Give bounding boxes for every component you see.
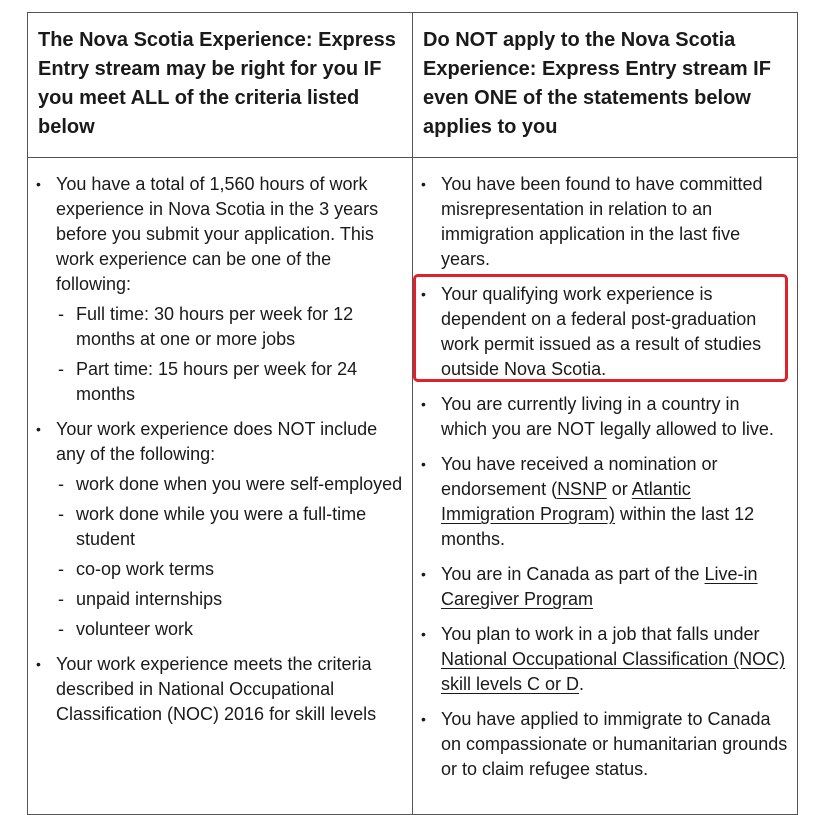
criteria-sub-item-text: Part time: 15 hours per week for 24 months (76, 359, 358, 404)
criteria-sub-item (56, 302, 404, 352)
exclusion-text-part: within the last 12 months. (441, 504, 755, 549)
criteria-item-text: You have a total of 1,560 hours of work experience in Nova Scotia in the 3 years before you submit your application. This work experience can be one of the following: (56, 174, 379, 294)
exclusion-text-part: You are in Canada as part of the (441, 564, 705, 584)
atlantic-immigration-program-link[interactable]: Atlantic Immigration Program) (441, 479, 691, 524)
criteria-sub-item (56, 472, 404, 497)
exclusion-text-part: or (606, 479, 632, 499)
criteria-sub-item-text: volunteer work (76, 619, 194, 639)
exclusion-statements-list (413, 158, 797, 782)
header-row (28, 13, 798, 158)
dash-icon: - (58, 359, 64, 379)
bullet-icon: • (36, 421, 41, 437)
exclusion-item (421, 707, 789, 782)
criteria-sub-item (56, 357, 404, 407)
criteria-sub-item-text: unpaid internships (76, 589, 223, 609)
dash-icon: - (58, 304, 64, 324)
criteria-sub-item (56, 557, 404, 582)
right-body-cell (413, 158, 798, 815)
dash-icon: - (58, 504, 64, 524)
criteria-sub-item-text: co-op work terms (76, 559, 215, 579)
eligibility-criteria-list (28, 158, 412, 727)
criteria-item-text: Your work experience does NOT include any of the following: (56, 419, 378, 464)
dash-icon: - (58, 619, 64, 639)
exclusion-item-text (441, 452, 789, 552)
criteria-sub-item (56, 617, 404, 642)
dash-icon: - (58, 474, 64, 494)
exclusion-text-part: You plan to work in a job that falls under (441, 624, 760, 644)
bullet-icon: • (421, 286, 426, 302)
left-body-cell (28, 158, 413, 815)
exclusion-item-text: You have applied to immigrate to Canada on compassionate or humanitarian grounds or to claim refugee status. (441, 709, 788, 779)
bullet-icon: • (36, 656, 41, 672)
criteria-item-text: Your work experience meets the criteria described in National Occupational Classification (NOC) 2016 for skill levels (56, 654, 377, 724)
exclusion-item-text (441, 622, 789, 697)
noc-skill-levels-link[interactable]: National Occupational Classification (NOC) skill levels C or D (441, 649, 786, 694)
criteria-sub-list (56, 472, 404, 642)
bullet-icon: • (421, 566, 426, 582)
exclusion-item (421, 172, 789, 272)
bullet-icon: • (421, 176, 426, 192)
right-header-text: Do NOT apply to the Nova Scotia Experience: Express Entry stream IF even ONE of the statements below applies to you (423, 29, 771, 138)
criteria-sub-item-text: Full time: 30 hours per week for 12 months at one or more jobs (76, 304, 354, 349)
bullet-icon: • (421, 711, 426, 727)
exclusion-item-highlighted (421, 282, 789, 382)
exclusion-item (421, 562, 789, 612)
nsnp-link[interactable]: NSNP (557, 479, 607, 499)
left-header-text: The Nova Scotia Experience: Express Entry stream may be right for you IF you meet ALL of the criteria listed below (38, 29, 396, 138)
left-header-cell (28, 13, 413, 158)
criteria-sub-item (56, 502, 404, 552)
bullet-icon: • (36, 176, 41, 192)
criteria-item (36, 417, 404, 642)
exclusion-item (421, 392, 789, 442)
exclusion-text-part: . (579, 674, 585, 694)
criteria-sub-item-text: work done when you were self-employed (76, 474, 403, 494)
criteria-table (27, 12, 798, 815)
exclusion-item-text: You are currently living in a country in which you are NOT legally allowed to live. (441, 394, 774, 439)
exclusion-item (421, 622, 789, 697)
criteria-sub-item (56, 587, 404, 612)
dash-icon: - (58, 589, 64, 609)
criteria-item (36, 652, 404, 727)
criteria-item (36, 172, 404, 407)
bullet-icon: • (421, 456, 426, 472)
exclusion-item-text: Your qualifying work experience is dependent on a federal post-graduation work permit issued as a result of studies outside Nova Scotia. (441, 284, 762, 379)
criteria-sub-list (56, 302, 404, 407)
exclusion-text-part: You have received a nomination or endorsement ( (441, 454, 718, 499)
exclusion-item (421, 452, 789, 552)
exclusion-item-text (441, 562, 789, 612)
exclusion-item-text: You have been found to have committed misrepresentation in relation to an immigration application in the last five years. (441, 174, 763, 269)
body-row (28, 158, 798, 815)
bullet-icon: • (421, 626, 426, 642)
live-in-caregiver-program-link[interactable]: Live-in Caregiver Program (441, 564, 758, 609)
dash-icon: - (58, 559, 64, 579)
bullet-icon: • (421, 396, 426, 412)
criteria-sub-item-text: work done while you were a full-time student (76, 504, 367, 549)
right-header-cell (413, 13, 798, 158)
